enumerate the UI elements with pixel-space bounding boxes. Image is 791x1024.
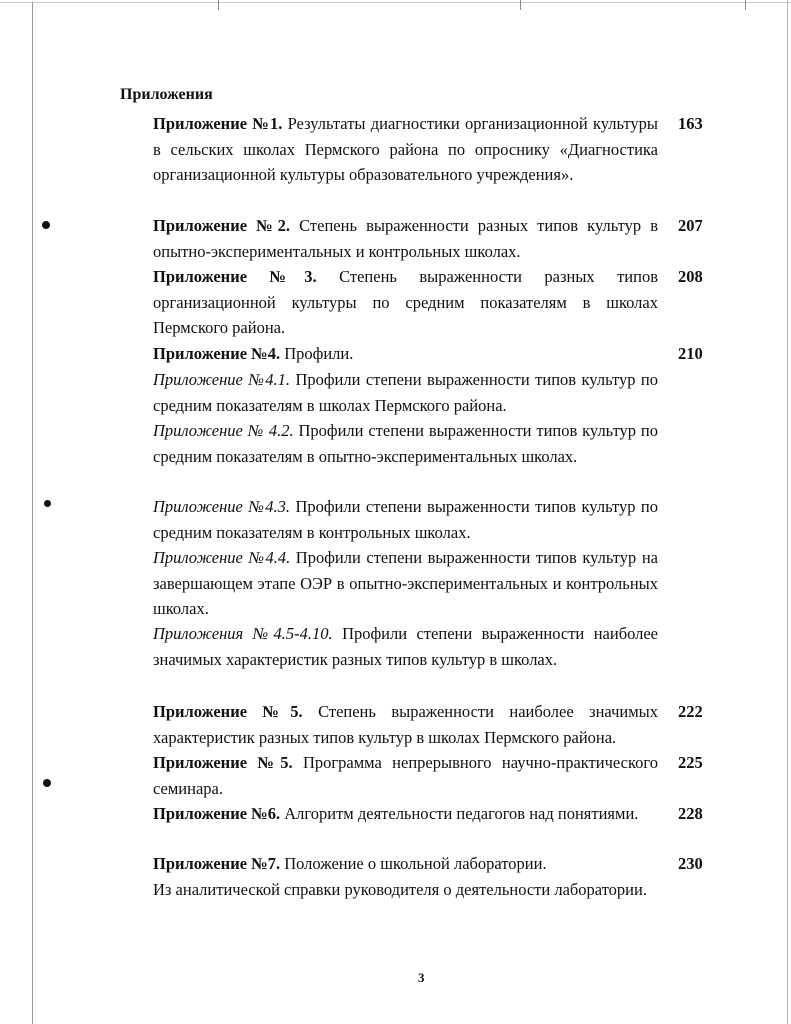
entry-text: Программа непрерывного научно-практического семинара. <box>153 753 658 798</box>
entry-text: Профили степени выраженности типов культур по средним показателям в школах Пермского района. <box>153 370 658 415</box>
entry-label: Приложение №5. <box>153 753 293 772</box>
ink-blot <box>43 779 51 787</box>
entry-page-number: 222 <box>678 702 703 721</box>
entry-label: Приложение №2. <box>153 216 291 235</box>
entry-label: Приложение №7. <box>153 854 281 873</box>
entry-page-number: 228 <box>678 804 703 823</box>
toc-entry-appendix-3 <box>153 264 658 341</box>
entry-label: Приложение №3. <box>153 267 317 286</box>
entry-text: Профили степени выраженности наиболее значимых характеристик разных типов культур в школах. <box>153 624 658 669</box>
toc-entry-appendix-4 <box>153 341 658 367</box>
appendices-heading: Приложения <box>120 86 213 103</box>
entry-text: Результаты диагностики организационной культуры в сельских школах Пермского района по опроснику «Диагностика организационной культуры образовательного учреждения». <box>153 114 658 184</box>
entry-text: Положение о школьной лаборатории. <box>280 854 547 873</box>
toc-entry-appendix-5 <box>153 699 658 750</box>
toc-entry-appendix-4-4 <box>153 545 658 622</box>
entry-page-number: 230 <box>678 854 703 873</box>
toc-entry-appendix-2 <box>153 213 658 264</box>
entry-label: Приложение № 4.2. <box>153 421 294 440</box>
scan-border-top <box>0 2 791 3</box>
scan-border-right <box>787 0 788 1024</box>
entry-label: Приложение №4.4. <box>153 548 291 567</box>
toc-entry-appendix-7 <box>153 851 658 877</box>
scan-tick <box>218 0 219 10</box>
toc-entry-appendix-6 <box>153 801 658 827</box>
entry-label: Приложение №4.3. <box>153 497 290 516</box>
toc-entry-appendix-4-1 <box>153 367 658 418</box>
entry-text: Профили степени выраженности типов культур по средним показателям в опытно-экспериментальных школах. <box>153 421 658 466</box>
entry-page-number: 225 <box>678 753 703 772</box>
ink-blot <box>44 500 51 507</box>
ink-blot <box>42 221 50 229</box>
entry-label: Приложение №6. <box>153 804 281 823</box>
entry-label: Приложения №4.5-4.10. <box>153 624 333 643</box>
toc-entry-appendix-4-3 <box>153 494 658 545</box>
toc-entry-appendix-4-5-4-10 <box>153 621 658 672</box>
entry-page-number: 207 <box>678 216 703 235</box>
entry-text: Алгоритм деятельности педагогов над понятиями. <box>280 804 639 823</box>
scan-tick <box>745 0 746 10</box>
entry-text: Степень выраженности наиболее значимых характеристик разных типов культур в школах Пермского района. <box>153 702 658 747</box>
entry-page-number: 208 <box>678 267 703 286</box>
toc-entry-analytical-note <box>153 877 658 903</box>
toc-entry-appendix-4-2 <box>153 418 658 469</box>
entry-label: Приложение №1. <box>153 114 283 133</box>
entry-text: Степень выраженности разных типов организационной культуры по средним показателям в школах Пермского района. <box>153 267 658 337</box>
entry-label: Приложение №5. <box>153 702 303 721</box>
entry-text: Из аналитической справки руководителя о деятельности лаборатории. <box>153 880 647 899</box>
entry-label: Приложение №4. <box>153 344 281 363</box>
entry-text: Профили степени выраженности типов культур по средним показателям в контрольных школах. <box>153 497 658 542</box>
entry-text: Профили. <box>280 344 354 363</box>
toc-entry-appendix-5-seminar <box>153 750 658 801</box>
scan-tick <box>520 0 521 10</box>
page-number: 3 <box>418 970 425 985</box>
entry-page-number: 210 <box>678 344 703 363</box>
entry-page-number: 163 <box>678 114 703 133</box>
toc-entry-appendix-1 <box>153 111 658 188</box>
entry-text: Профили степени выраженности типов культур на завершающем этапе ОЭР в опытно-экспериментальных и контрольных школах. <box>153 548 659 618</box>
entry-text: Степень выраженности разных типов культур в опытно-экспериментальных и контрольных школах. <box>153 216 658 261</box>
entry-label: Приложение №4.1. <box>153 370 290 389</box>
scan-border-left <box>32 2 33 1024</box>
